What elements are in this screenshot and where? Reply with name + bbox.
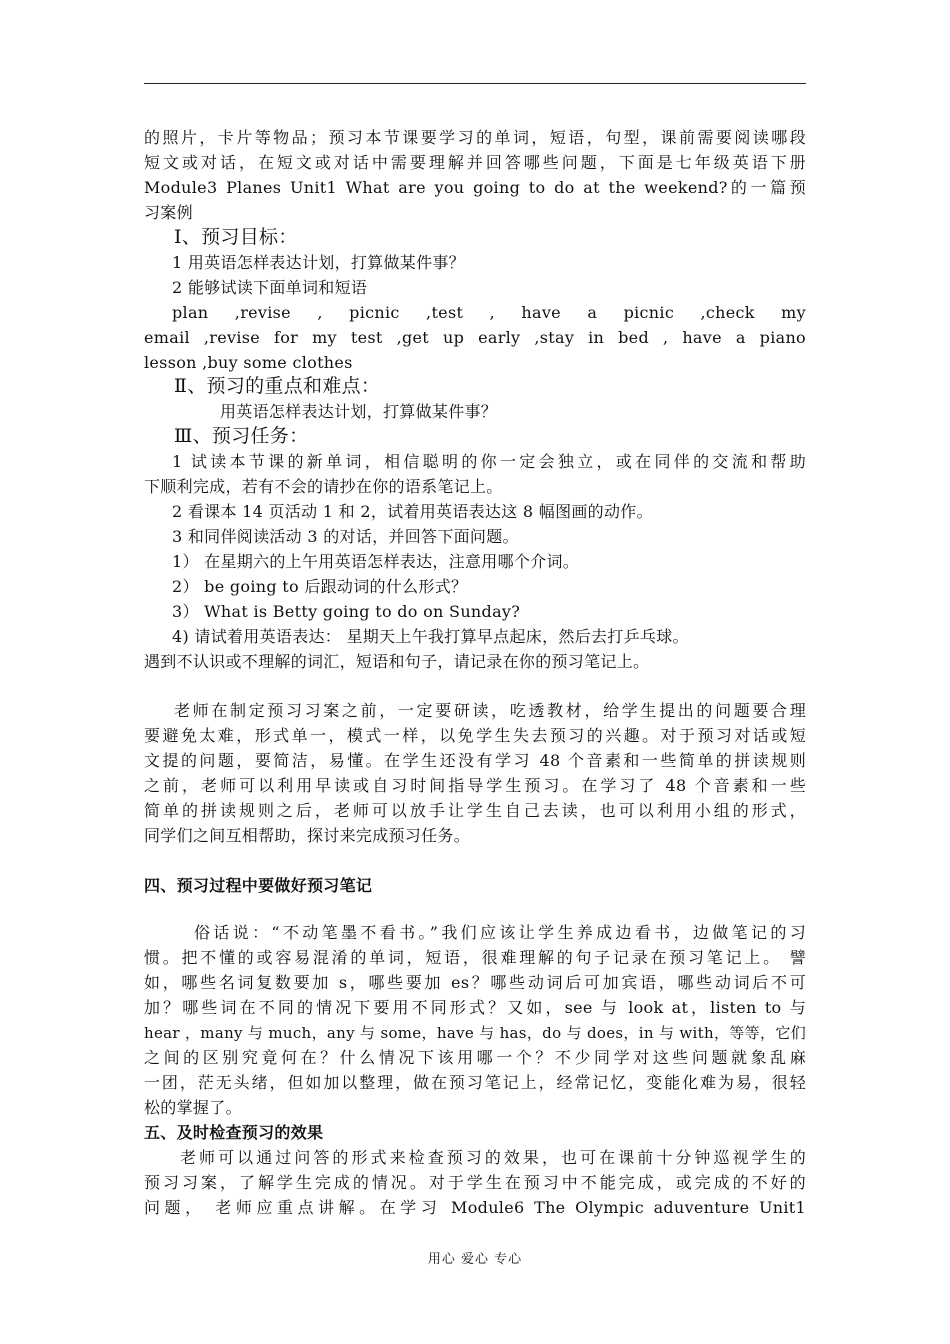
section1-words-1: plan ,revise , picnic ,test , have a picnic ,check my — [172, 303, 806, 322]
section5-line-2: 预习习案，了解学生完成的情况。对于学生在预习中不能完成，或完成的不好的 — [144, 1173, 806, 1192]
section3-question2: 2） be going to 后跟动词的什么形式？ — [172, 577, 468, 596]
section1-item2: 2 能够试读下面单词和短语 — [172, 278, 368, 297]
teacher-line-2: 要避免太难，形式单一，模式一样，以免学生失去预习的兴趣。对于预习对话或短 — [144, 726, 806, 745]
teacher-line-3: 文提的问题，要简洁，易懂。在学生还没有学习 48 个音素和一些简单的拼读规则 — [144, 751, 806, 770]
section4-heading: 四、预习过程中要做好预习笔记 — [144, 876, 373, 895]
section4-line-5: hear ，many 与 much，any 与 some，have 与 has，do 与 does，in 与 with，等等，它们 — [144, 1024, 806, 1042]
section3-note: 遇到不认识或不理解的词汇，短语和句子，请记录在你的预习笔记上。 — [144, 652, 650, 671]
section4-line-8: 松的掌握了。 — [144, 1098, 242, 1117]
section3-question1: 1） 在星期六的上午用英语怎样表达，注意用哪个介词。 — [172, 552, 580, 571]
section3-question4: 4) 请试着用英语表达： 星期天上午我打算早点起床，然后去打乒乓球。 — [172, 627, 689, 646]
section4-line-3: 如，哪些名词复数要加 s，哪些要加 es？哪些动词后可加宾语，哪些动词后不可 — [144, 973, 806, 992]
section4-line-4: 加？哪些词在不同的情况下要用不同形式？又如，see 与 look at，listen to 与 — [144, 998, 806, 1017]
section3-task1-line2: 下顺利完成，若有不会的请抄在你的语系笔记上。 — [144, 477, 503, 496]
section2-text: 用英语怎样表达计划，打算做某件事？ — [220, 402, 498, 421]
section1-heading: Ⅰ、预习目标： — [174, 226, 298, 248]
section1-item1: 1 用英语怎样表达计划，打算做某件事？ — [172, 253, 465, 272]
section3-heading: Ⅲ、预习任务： — [174, 425, 309, 447]
intro-line-1: 的照片，卡片等物品；预习本节课要学习的单词，短语，句型，课前需要阅读哪段 — [144, 128, 806, 147]
section2-heading: Ⅱ、预习的重点和难点： — [174, 375, 381, 397]
teacher-line-4: 之前，老师可以利用早读或自习时间指导学生预习。在学习了 48 个音素和一些 — [144, 776, 806, 795]
intro-line-3: Module3 Planes Unit1 What are you going to do at the weekend?的一篇预 — [144, 178, 806, 197]
section4-line-7: 一团，茫无头绪，但如加以整理，做在预习笔记上，经常记忆，变能化难为易，很轻 — [144, 1073, 806, 1092]
teacher-line-6: 同学们之间互相帮助，探讨来完成预习任务。 — [144, 826, 471, 845]
section5-line-3: 问题， 老师应重点讲解。在学习 Module6 The Olympic aduventure Unit1 — [144, 1198, 806, 1217]
page-footer: 用心 爱心 专心 — [427, 1252, 523, 1267]
section3-task3: 3 和同伴阅读活动 3 的对话，并回答下面问题。 — [172, 527, 519, 546]
intro-line-2: 短文或对话，在短文或对话中需要理解并回答哪些问题，下面是七年级英语下册 — [144, 153, 806, 172]
teacher-line-5: 简单的拼读规则之后，老师可以放手让学生自己去读，也可以利用小组的形式， — [144, 801, 806, 820]
teacher-line-1: 老师在制定预习习案之前，一定要研读，吃透教材，给学生提出的问题要合理 — [174, 701, 806, 720]
intro-line-4: 习案例 — [144, 203, 193, 222]
section5-heading: 五、及时检查预习的效果 — [144, 1123, 324, 1142]
section3-task2: 2 看课本 14 页活动 1 和 2，试着用英语表达这 8 幅图画的动作。 — [172, 502, 653, 521]
section3-question3: 3） What is Betty going to do on Sunday? — [172, 602, 521, 621]
section4-line-6: 之间的区别究竟何在？什么情况下该用哪一个？不少同学对这些问题就象乱麻 — [144, 1048, 806, 1067]
section1-words-3: lesson ,buy some clothes — [144, 353, 353, 372]
section3-task1-line1: 1 试读本节课的新单词，相信聪明的你一定会独立，或在同伴的交流和帮助 — [172, 452, 806, 471]
section4-line-2: 惯。把不懂的或容易混淆的单词，短语，很难理解的句子记录在预习笔记上。 譬 — [144, 948, 806, 967]
header-rule — [144, 83, 806, 84]
section4-line-1: 俗话说：“不动笔墨不看书。”我们应该让学生养成边看书，边做笔记的习 — [194, 923, 806, 942]
section1-words-2: email ,revise for my test ,get up early ,stay in bed , have a piano — [144, 328, 806, 347]
section5-line-1: 老师可以通过问答的形式来检查预习的效果，也可在课前十分钟巡视学生的 — [180, 1148, 806, 1167]
